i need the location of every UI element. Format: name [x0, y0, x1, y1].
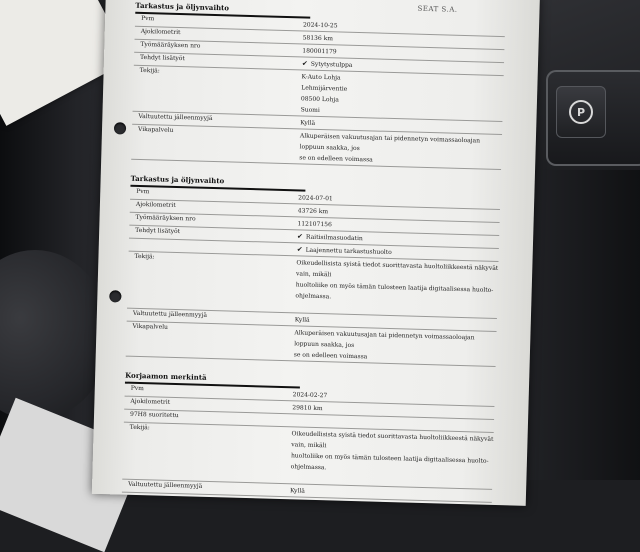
row-label: Pvm [136, 187, 150, 196]
section-title: Tarkastus ja öljynvaihto [130, 174, 305, 192]
row-label: Ajokilometrit [130, 397, 171, 406]
service-record [131, 1, 505, 170]
value-line: huoltoliike on myös tämän tulosteen laatija digitaalisessa huolto-ohjelmassa. [290, 452, 489, 472]
row-value [300, 71, 503, 121]
value-text: 58136 km [302, 34, 334, 43]
value-text: 29810 km [292, 404, 323, 413]
row-label: 97H8 suoritettu [129, 410, 179, 420]
row-value [295, 257, 498, 318]
row-label: Tehdyt lisätyöt [139, 53, 185, 63]
value-line: Suomi [300, 106, 320, 114]
parking-brake-icon: P [569, 100, 593, 124]
row-label: Pvm [130, 384, 145, 393]
value-text: Kyllä [294, 316, 310, 324]
row-value [299, 130, 502, 169]
service-record [126, 174, 501, 367]
service-history-printout [92, 0, 540, 506]
row-label: Tekijä: [139, 66, 160, 75]
value-line: Oikeudellisista syistä tiedot suorittavasta huoltoliikkeestä näkyvät vain, mikäli [291, 430, 494, 450]
row-label: Vikapalvelu [137, 125, 174, 134]
value-line: Alkuperäisen vakuutusajan tai pidennetyn voimassaoloajan loppuun saakka, jos [299, 132, 481, 153]
value-line: se on edelleen voimassa [293, 351, 368, 361]
value-text: 2024-07-01 [298, 194, 333, 203]
service-records [122, 1, 506, 503]
row-label: Valtuutettu jälleenmyyjä [132, 309, 208, 319]
value-text: Kyllä [300, 119, 316, 127]
row-label: Valtuutettu jälleenmyyjä [128, 480, 203, 490]
checkmark-icon: ✔ [301, 59, 308, 68]
parking-brake-button [556, 86, 606, 138]
punch-hole [114, 122, 126, 134]
checkmark-icon: ✔ [296, 232, 304, 241]
row-label: Tekijä: [134, 252, 155, 261]
value-line: K-Auto Lohja [301, 73, 341, 82]
value-text: 43726 km [297, 207, 329, 216]
brand-header: SEAT S.A. [417, 4, 458, 14]
record-row [127, 252, 498, 319]
section-title: Tarkastus ja öljynvaihto [135, 1, 310, 19]
value-text: 2024-10-25 [302, 21, 338, 30]
section-title: Korjaamon merkintä [125, 371, 300, 389]
value-text: 180001179 [302, 47, 337, 56]
value-line: se on edelleen voimassa [299, 154, 373, 164]
punch-hole [109, 290, 121, 302]
row-label: Pvm [141, 14, 155, 23]
row-label: Tehdyt lisätyöt [135, 226, 181, 236]
row-label: Ajokilometrit [140, 27, 181, 37]
row-value [294, 327, 497, 366]
value-line: Oikeudellisista syistä tiedot suorittavasta huoltoliikkeestä näkyvät vain, mikäli [295, 259, 499, 279]
value-text: Laajennettu tarkastushuolto [305, 246, 392, 257]
row-label: Vikapalvelu [132, 322, 169, 331]
value-line: huoltoliike on myös tämän tulosteen laatija digitaalisessa huolto-ohjelmassa. [295, 281, 494, 301]
value-line: Lehmijärventie [301, 84, 348, 93]
value-text: 112107156 [297, 220, 332, 229]
row-label: Tekijä: [129, 423, 150, 432]
value-text: Kyllä [289, 487, 306, 495]
value-text: Sytytystulppa [310, 60, 353, 69]
value-text: 2024-02-27 [292, 391, 328, 400]
value-line: 08500 Lohja [300, 95, 339, 104]
checkmark-icon: ✔ [296, 245, 303, 254]
row-label: Työmääräyksen nro [135, 213, 196, 223]
row-label: Työmääräyksen nro [140, 40, 201, 50]
service-record [122, 371, 495, 503]
value-line: Alkuperäisen vakuutusajan tai pidennetyn voimassaoloajan loppuun saakka, jos [294, 329, 475, 350]
row-label: Valtuutettu jälleenmyyjä [138, 112, 213, 122]
value-text: Raitisilmasuodatin [305, 233, 363, 243]
row-label: Ajokilometrit [135, 200, 176, 209]
